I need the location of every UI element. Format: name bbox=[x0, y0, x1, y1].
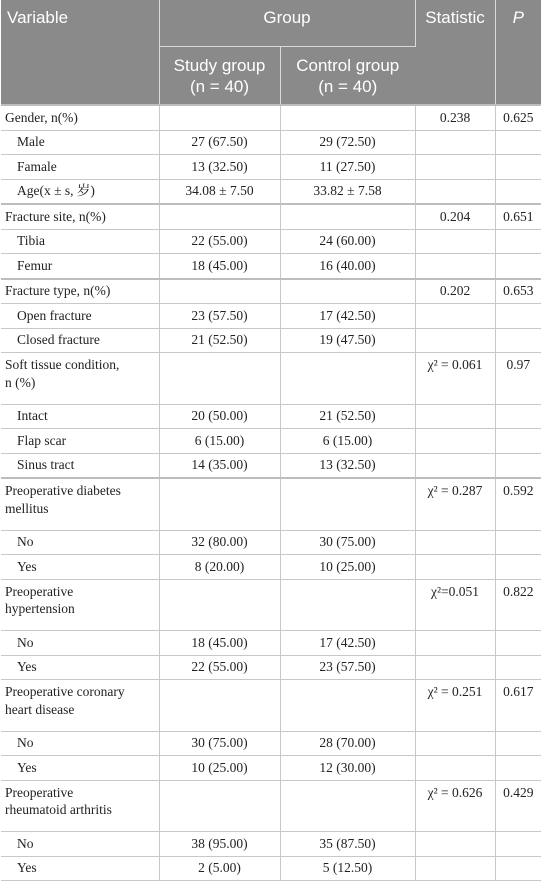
row-label: Closed fracture bbox=[1, 328, 159, 353]
table-row bbox=[1, 353, 541, 405]
statistic-value bbox=[415, 756, 495, 781]
study-value bbox=[159, 279, 280, 304]
study-value: 34.08 ± 7.50 bbox=[159, 179, 280, 204]
row-label-line1: Preoperative bbox=[5, 784, 74, 800]
table-row bbox=[1, 756, 541, 781]
study-value: 8 (20.00) bbox=[159, 555, 280, 580]
control-value: 35 (87.50) bbox=[280, 832, 415, 857]
p-value: 0.617 bbox=[495, 680, 541, 732]
p-value bbox=[495, 856, 541, 881]
control-value: 16 (40.00) bbox=[280, 254, 415, 279]
row-label-line2: hypertension bbox=[5, 601, 75, 617]
row-label-line2: n (%) bbox=[5, 374, 36, 390]
statistic-value bbox=[415, 832, 495, 857]
p-value bbox=[495, 404, 541, 429]
study-value: 23 (57.50) bbox=[159, 304, 280, 329]
p-value bbox=[495, 655, 541, 680]
table-row bbox=[1, 204, 541, 229]
statistic-value: 0.204 bbox=[415, 204, 495, 229]
control-group-label: Control group bbox=[296, 56, 400, 75]
statistic-value: 0.202 bbox=[415, 279, 495, 304]
p-value bbox=[495, 530, 541, 555]
study-value: 18 (45.00) bbox=[159, 631, 280, 656]
row-label bbox=[1, 579, 159, 631]
statistic-value: χ² = 0.251 bbox=[415, 680, 495, 732]
study-value: 18 (45.00) bbox=[159, 254, 280, 279]
p-value bbox=[495, 254, 541, 279]
study-value bbox=[159, 579, 280, 631]
row-label: Fracture type, n(%) bbox=[1, 279, 159, 304]
p-value: 0.653 bbox=[495, 279, 541, 304]
table-row bbox=[1, 530, 541, 555]
header-statistic: Statistic bbox=[415, 0, 495, 105]
row-label: No bbox=[1, 530, 159, 555]
statistic-value bbox=[415, 130, 495, 155]
table-header bbox=[1, 0, 541, 105]
header-control-group bbox=[280, 47, 415, 106]
header-study-group bbox=[159, 47, 280, 106]
control-value: 6 (15.00) bbox=[280, 429, 415, 454]
statistic-value: χ² = 0.626 bbox=[415, 780, 495, 832]
control-value bbox=[280, 579, 415, 631]
table-row bbox=[1, 579, 541, 631]
study-value: 38 (95.00) bbox=[159, 832, 280, 857]
p-value bbox=[495, 304, 541, 329]
statistic-value bbox=[415, 328, 495, 353]
statistic-value bbox=[415, 856, 495, 881]
row-label: Femur bbox=[1, 254, 159, 279]
row-label-line2: rheumatoid arthritis bbox=[5, 802, 112, 818]
row-label: Open fracture bbox=[1, 304, 159, 329]
control-value bbox=[280, 478, 415, 530]
study-value bbox=[159, 105, 280, 130]
row-label: Yes bbox=[1, 856, 159, 881]
statistic-value: χ² = 0.287 bbox=[415, 478, 495, 530]
table-row bbox=[1, 429, 541, 454]
row-label: Yes bbox=[1, 655, 159, 680]
table-row bbox=[1, 731, 541, 756]
p-value bbox=[495, 130, 541, 155]
statistic-value bbox=[415, 555, 495, 580]
table-row bbox=[1, 453, 541, 478]
table-row bbox=[1, 328, 541, 353]
row-label bbox=[1, 680, 159, 732]
statistic-value bbox=[415, 453, 495, 478]
p-value bbox=[495, 229, 541, 254]
statistic-value bbox=[415, 404, 495, 429]
table-row bbox=[1, 105, 541, 130]
study-value bbox=[159, 680, 280, 732]
control-value bbox=[280, 279, 415, 304]
header-p: P bbox=[495, 0, 541, 105]
statistic-value bbox=[415, 155, 495, 180]
row-label-line1: Preoperative coronary bbox=[5, 684, 125, 699]
row-label: No bbox=[1, 631, 159, 656]
table-row bbox=[1, 856, 541, 881]
row-label-line1: Soft tissue condition, bbox=[5, 357, 120, 372]
table-row bbox=[1, 680, 541, 732]
study-value bbox=[159, 353, 280, 405]
statistic-value bbox=[415, 655, 495, 680]
p-value: 0.592 bbox=[495, 478, 541, 530]
control-value bbox=[280, 353, 415, 405]
p-value bbox=[495, 453, 541, 478]
study-value: 32 (80.00) bbox=[159, 530, 280, 555]
study-value: 22 (55.00) bbox=[159, 655, 280, 680]
control-value: 11 (27.50) bbox=[280, 155, 415, 180]
header-group: Group bbox=[159, 0, 415, 47]
row-label-line1: Preoperative bbox=[5, 583, 74, 599]
control-value: 21 (52.50) bbox=[280, 404, 415, 429]
control-value bbox=[280, 105, 415, 130]
row-label: Male bbox=[1, 130, 159, 155]
statistic-value: χ² = 0.061 bbox=[415, 353, 495, 405]
table-row bbox=[1, 478, 541, 530]
row-label: Tibia bbox=[1, 229, 159, 254]
table-body bbox=[1, 105, 541, 881]
study-value: 21 (52.50) bbox=[159, 328, 280, 353]
row-label: No bbox=[1, 731, 159, 756]
study-value: 2 (5.00) bbox=[159, 856, 280, 881]
p-value: 0.625 bbox=[495, 105, 541, 130]
control-value: 33.82 ± 7.58 bbox=[280, 179, 415, 204]
table-row bbox=[1, 631, 541, 656]
p-value bbox=[495, 832, 541, 857]
statistic-value bbox=[415, 229, 495, 254]
row-label: No bbox=[1, 832, 159, 857]
row-label: Yes bbox=[1, 555, 159, 580]
p-value bbox=[495, 429, 541, 454]
header-variable: Variable bbox=[1, 0, 159, 105]
row-label: Flap scar bbox=[1, 429, 159, 454]
table-row bbox=[1, 279, 541, 304]
row-label bbox=[1, 353, 159, 405]
row-label: Yes bbox=[1, 756, 159, 781]
row-label-line2: heart disease bbox=[5, 701, 75, 717]
statistic-value bbox=[415, 530, 495, 555]
control-value: 5 (12.50) bbox=[280, 856, 415, 881]
study-value: 10 (25.00) bbox=[159, 756, 280, 781]
p-value bbox=[495, 756, 541, 781]
study-value: 27 (67.50) bbox=[159, 130, 280, 155]
row-label: Gender, n(%) bbox=[1, 105, 159, 130]
control-value: 29 (72.50) bbox=[280, 130, 415, 155]
control-value: 23 (57.50) bbox=[280, 655, 415, 680]
control-value: 24 (60.00) bbox=[280, 229, 415, 254]
table-row bbox=[1, 254, 541, 279]
row-label bbox=[1, 780, 159, 832]
study-value: 14 (35.00) bbox=[159, 453, 280, 478]
control-value: 28 (70.00) bbox=[280, 731, 415, 756]
p-value bbox=[495, 328, 541, 353]
statistic-value bbox=[415, 254, 495, 279]
study-group-n: (n = 40) bbox=[189, 77, 250, 97]
table-row bbox=[1, 304, 541, 329]
table-row bbox=[1, 155, 541, 180]
control-value: 10 (25.00) bbox=[280, 555, 415, 580]
study-value bbox=[159, 780, 280, 832]
row-label: Sinus tract bbox=[1, 453, 159, 478]
row-label: Intact bbox=[1, 404, 159, 429]
study-value bbox=[159, 204, 280, 229]
table-row bbox=[1, 404, 541, 429]
row-label bbox=[1, 478, 159, 530]
table-row bbox=[1, 130, 541, 155]
p-value bbox=[495, 555, 541, 580]
p-value: 0.822 bbox=[495, 579, 541, 631]
study-value: 20 (50.00) bbox=[159, 404, 280, 429]
control-value bbox=[280, 780, 415, 832]
statistic-value bbox=[415, 304, 495, 329]
table-row bbox=[1, 179, 541, 204]
p-value bbox=[495, 731, 541, 756]
row-label-line2: mellitus bbox=[5, 500, 49, 516]
study-value: 6 (15.00) bbox=[159, 429, 280, 454]
statistic-value bbox=[415, 631, 495, 656]
control-value: 19 (47.50) bbox=[280, 328, 415, 353]
p-value bbox=[495, 631, 541, 656]
control-value: 30 (75.00) bbox=[280, 530, 415, 555]
control-value: 13 (32.50) bbox=[280, 453, 415, 478]
statistic-value: 0.238 bbox=[415, 105, 495, 130]
statistic-value bbox=[415, 731, 495, 756]
row-label: Fracture site, n(%) bbox=[1, 204, 159, 229]
control-value: 17 (42.50) bbox=[280, 631, 415, 656]
row-label: Age(x ± s, 岁) bbox=[1, 179, 159, 204]
statistic-value: χ²=0.051 bbox=[415, 579, 495, 631]
row-label-line1: Preoperative diabetes bbox=[5, 483, 121, 498]
statistic-value bbox=[415, 429, 495, 454]
p-value bbox=[495, 155, 541, 180]
table-row bbox=[1, 780, 541, 832]
control-value: 17 (42.50) bbox=[280, 304, 415, 329]
control-group-n: (n = 40) bbox=[318, 77, 378, 97]
statistic-value bbox=[415, 179, 495, 204]
table-row bbox=[1, 555, 541, 580]
table-row bbox=[1, 655, 541, 680]
p-value bbox=[495, 179, 541, 204]
study-value bbox=[159, 478, 280, 530]
study-value: 22 (55.00) bbox=[159, 229, 280, 254]
control-value bbox=[280, 204, 415, 229]
control-value bbox=[280, 680, 415, 732]
p-value: 0.651 bbox=[495, 204, 541, 229]
study-group-label: Study group bbox=[173, 56, 266, 75]
table-row bbox=[1, 229, 541, 254]
table-row bbox=[1, 832, 541, 857]
study-value: 13 (32.50) bbox=[159, 155, 280, 180]
p-value: 0.97 bbox=[495, 353, 541, 405]
control-value: 12 (30.00) bbox=[280, 756, 415, 781]
row-label: Famale bbox=[1, 155, 159, 180]
comparison-table bbox=[1, 0, 541, 881]
p-value: 0.429 bbox=[495, 780, 541, 832]
study-value: 30 (75.00) bbox=[159, 731, 280, 756]
